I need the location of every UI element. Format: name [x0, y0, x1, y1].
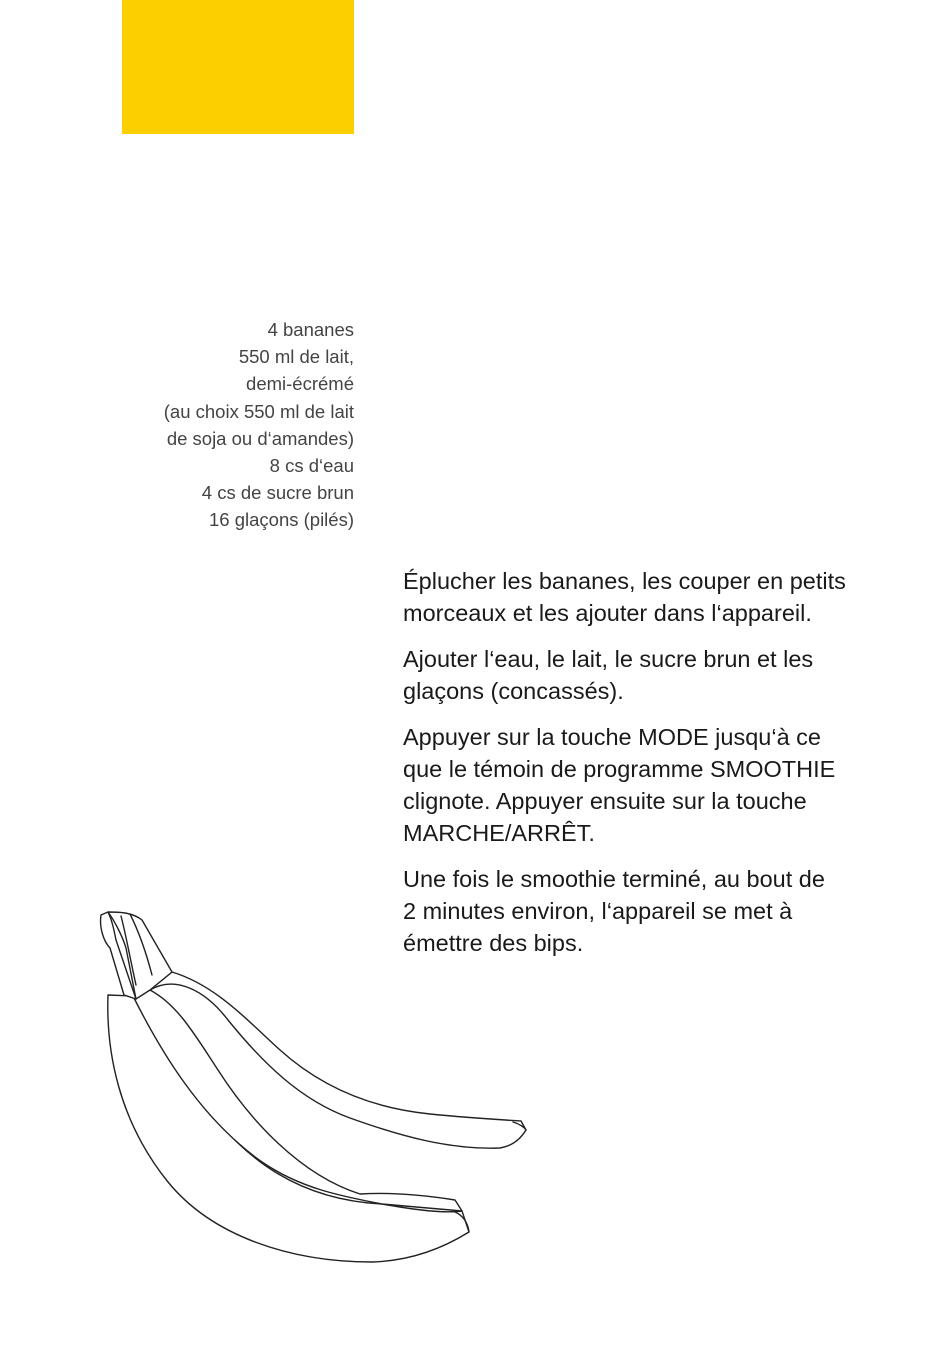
instruction-line: Ajouter l‘eau, le lait, le sucre brun et les	[403, 646, 814, 672]
instruction-line: Appuyer sur la touche MODE jusqu‘à ce	[403, 724, 821, 750]
ingredient-item: 4 bananes	[267, 319, 354, 340]
instruction-line: que le témoin de programme SMOOTHIE	[403, 756, 836, 782]
ingredient-item: (au choix 550 ml de lait	[163, 400, 354, 422]
instruction-step-peel	[403, 565, 903, 629]
ingredient-item: 16 glaçons (pilés)	[209, 509, 354, 531]
instruction-line: morceaux et les ajouter dans l‘appareil.	[403, 600, 812, 626]
instruction-line: clignote. Appuyer ensuite sur la touche	[403, 788, 807, 814]
instruction-line: Éplucher les bananes, les couper en petits	[403, 568, 846, 594]
banana-bunch-icon	[80, 895, 550, 1285]
instruction-step-start-program	[403, 721, 903, 849]
ingredient-item: 4 cs de sucre brun	[201, 482, 354, 504]
ingredient-item: 8 cs d‘eau	[269, 455, 354, 477]
ingredients-list	[100, 316, 354, 534]
instruction-line: 2 minutes environ, l‘appareil se met à	[403, 898, 793, 924]
instruction-line: émettre des bips.	[403, 930, 584, 956]
ingredient-item: de soja ou d‘amandes)	[166, 427, 354, 449]
instruction-line: MARCHE/ARRÊT.	[403, 820, 595, 846]
instruction-line: Une fois le smoothie terminé, au bout de	[403, 866, 825, 892]
ingredient-item: 550 ml de lait,	[238, 346, 354, 368]
instruction-step-add-ingredients	[403, 643, 903, 707]
yellow-accent-block	[122, 0, 354, 134]
instruction-line: glaçons (concassés).	[403, 678, 624, 704]
ingredient-item: demi-écrémé	[246, 373, 354, 395]
